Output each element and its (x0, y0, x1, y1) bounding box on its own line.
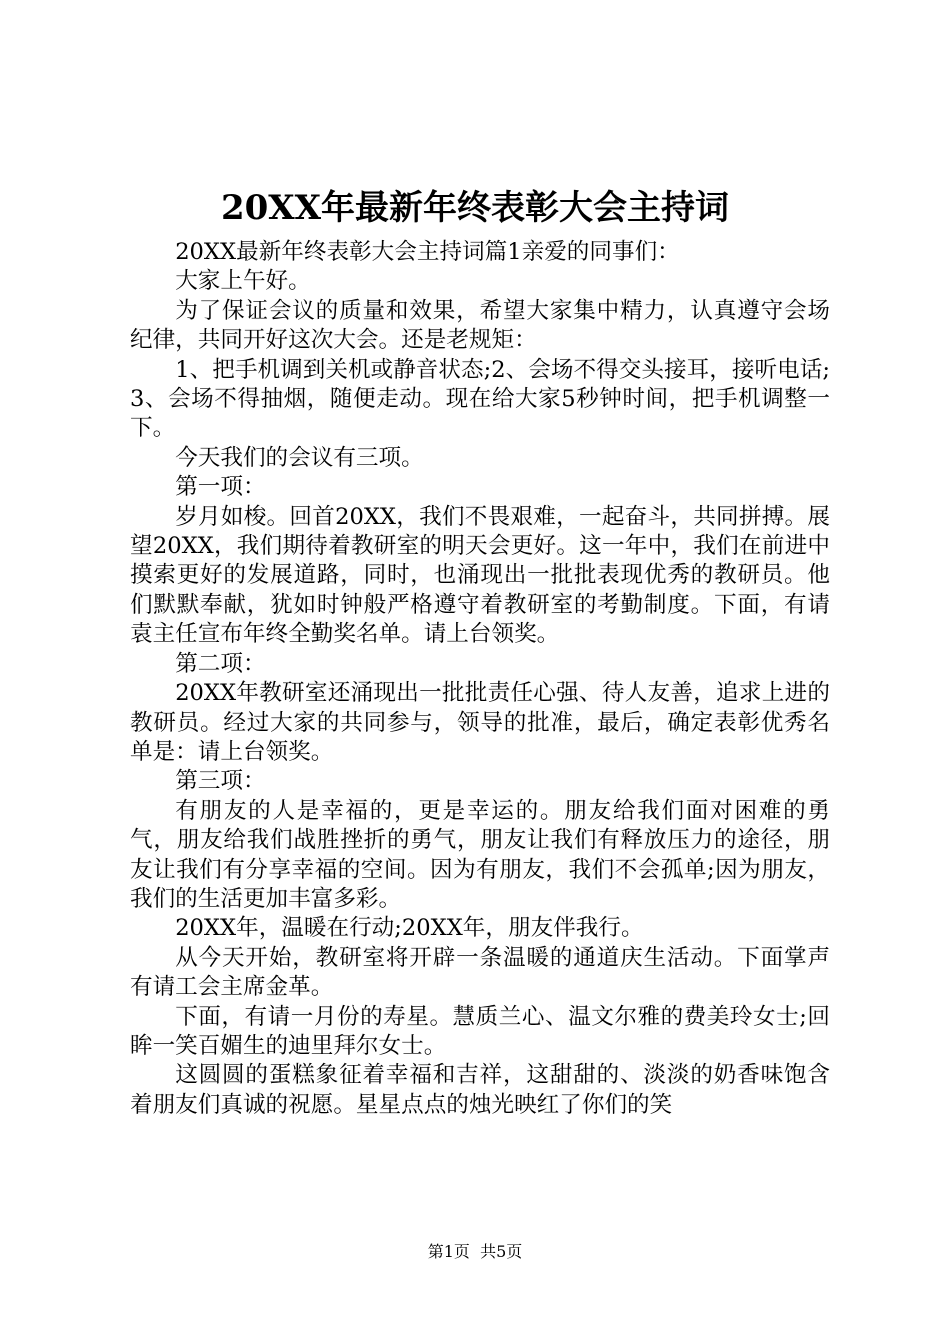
page-footer (0, 1240, 950, 1264)
paragraph: 第三项： (175, 768, 266, 795)
document-body (130, 238, 830, 1120)
paragraph: 下面，有请一月份的寿星。慧质兰心、温文尔雅的费美玲女士;回眸一笑百媚生的迪里拜尔女士。 (130, 1003, 830, 1059)
paragraph: 今天我们的会议有三项。 (175, 444, 424, 471)
paragraph: 从今天开始，教研室将开辟一条温暖的通道庆生活动。下面掌声有请工会主席金革。 (130, 944, 830, 1001)
paragraph: 大家上午好。 (175, 268, 311, 295)
paragraph: 20XX年教研室还涌现出一批批责任心强、待人友善，追求上进的教研员。经过大家的共同参与，领导的批准，最后，确定表彰优秀名单是：请上台领奖。 (130, 680, 830, 765)
paragraph: 20XX年，温暖在行动;20XX年，朋友伴我行。 (175, 915, 644, 942)
paragraph: 第二项： (175, 650, 266, 677)
footer-spacer (470, 1242, 480, 1261)
paragraph: 1、把手机调到关机或静音状态;2、会场不得交头接耳，接听电话;3、会场不得抽烟，随便走动。现在给大家5秒钟时间，把手机调整一下。 (130, 356, 830, 442)
paragraph: 为了保证会议的质量和效果，希望大家集中精力，认真遵守会场纪律，共同开好这次大会。还是老规矩： (130, 297, 830, 354)
document-title: 20XX年最新年终表彰大会主持词 (220, 188, 730, 228)
paragraph: 这圆圆的蛋糕象征着幸福和吉祥，这甜甜的、淡淡的奶香味饱含着朋友们真诚的祝愿。星星点点的烛光映红了你们的笑 (130, 1062, 830, 1118)
paragraph: 岁月如梭。回首20XX，我们不畏艰难，一起奋斗，共同拼搏。展望20XX，我们期待着教研室的明天会更好。这一年中，我们在前进中摸索更好的发展道路，同时，也涌现出一批批表现优秀的教研员。他们默默奉献，犹如时钟般严格遵守着教研室的考勤制度。下面，有请袁主任宣布年终全勤奖名单。请上台领奖。 (130, 503, 830, 648)
paragraph: 20XX最新年终表彰大会主持词篇1亲爱的同事们： (175, 239, 680, 265)
page-number: 第1页 (427, 1242, 470, 1261)
page-total: 共5页 (480, 1242, 523, 1261)
paragraph: 第一项： (175, 474, 266, 501)
paragraph: 有朋友的人是幸福的，更是幸运的。朋友给我们面对困难的勇气，朋友给我们战胜挫折的勇气，朋友让我们有释放压力的途径，朋友让我们有分享幸福的空间。因为有朋友，我们不会孤单;因为朋友，我们的生活更加丰富多彩。 (130, 797, 830, 912)
